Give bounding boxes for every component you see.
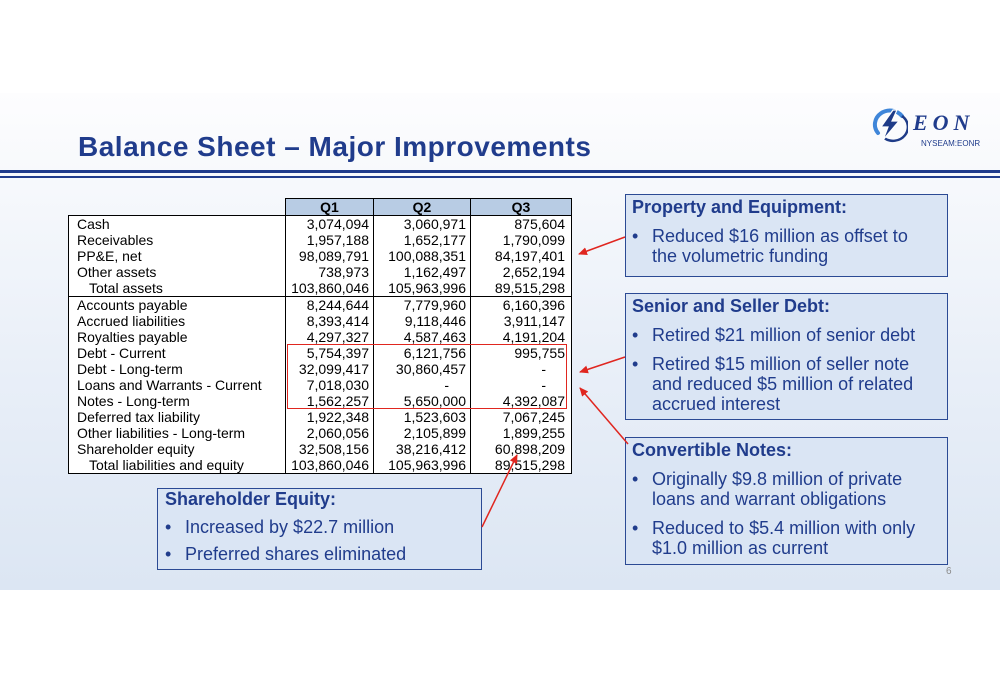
q3-value: - <box>471 361 572 377</box>
q2-value: 5,650,000 <box>374 393 471 409</box>
row-label: Receivables <box>69 232 286 248</box>
q1-value: 1,957,188 <box>286 232 374 248</box>
page-title: Balance Sheet – Major Improvements <box>78 131 592 162</box>
bullet-icon <box>626 518 652 538</box>
row-label: Accounts payable <box>69 297 286 314</box>
balance-sheet-table <box>68 198 572 474</box>
debt-highlight-box <box>287 344 567 409</box>
q3-value: 875,604 <box>471 216 572 233</box>
row-label: Loans and Warrants - Current <box>69 377 286 393</box>
bullet-item <box>626 518 947 558</box>
q2-value: 30,860,457 <box>374 361 471 377</box>
row-cash <box>69 216 572 233</box>
header-q1: Q1 <box>286 199 374 216</box>
q1-value: 5,754,397 <box>286 345 374 361</box>
q1-value: 103,860,046 <box>286 280 374 297</box>
q3-value: 995,755 <box>471 345 572 361</box>
header-blank-cell <box>69 199 286 216</box>
q3-value: 6,160,396 <box>471 297 572 314</box>
callout-shareholder-equity <box>157 488 482 570</box>
row-label: Total assets <box>69 280 286 297</box>
row-label: Notes - Long-term <box>69 393 286 409</box>
q2-value: 105,963,996 <box>374 280 471 297</box>
bullet-text: Reduced $16 million as offset to the volumetric funding <box>652 226 908 266</box>
q2-value: 1,652,177 <box>374 232 471 248</box>
q3-value: 84,197,401 <box>471 248 572 264</box>
q3-value: 4,392,087 <box>471 393 572 409</box>
q2-value: 1,523,603 <box>374 409 471 425</box>
bullet-item <box>158 517 481 537</box>
row-label: Cash <box>69 216 286 233</box>
row-label: Shareholder equity <box>69 441 286 457</box>
q3-value: 89,515,298 <box>471 280 572 297</box>
q2-value: 38,216,412 <box>374 441 471 457</box>
logo-ticker-text: NYSEAM:EONR <box>921 139 981 148</box>
bullet-icon <box>626 325 652 345</box>
bullet-item <box>626 325 947 345</box>
row-accounts-payable <box>69 297 572 314</box>
q1-value: 1,562,257 <box>286 393 374 409</box>
q1-value: 8,393,414 <box>286 313 374 329</box>
q1-value: 98,089,791 <box>286 248 374 264</box>
bullet-text: Increased by $22.7 million <box>185 517 395 537</box>
q2-value: 2,105,899 <box>374 425 471 441</box>
row-label: Debt - Long-term <box>69 361 286 377</box>
q3-value: 1,899,255 <box>471 425 572 441</box>
eon-logo-icon <box>872 107 908 143</box>
q3-value: 1,790,099 <box>471 232 572 248</box>
bullet-item <box>158 544 481 564</box>
bullet-list <box>158 517 481 564</box>
q3-value: 89,515,298 <box>471 457 572 474</box>
bullet-icon <box>158 544 185 564</box>
row-total-liabilities-equity <box>69 457 572 474</box>
title-underline-thin <box>0 176 1000 178</box>
callout-title: Convertible Notes: <box>632 440 793 460</box>
q3-value: - <box>471 377 572 393</box>
callout-property-equipment <box>625 194 948 277</box>
q1-value: 3,074,094 <box>286 216 374 233</box>
row-label: Accrued liabilities <box>69 313 286 329</box>
bullet-list <box>626 226 947 266</box>
row-label: Other liabilities - Long-term <box>69 425 286 441</box>
row-label: PP&E, net <box>69 248 286 264</box>
row-royalties-payable <box>69 329 572 345</box>
q2-value: 3,060,971 <box>374 216 471 233</box>
q1-value: 738,973 <box>286 264 374 280</box>
header-q3: Q3 <box>471 199 572 216</box>
bullet-text: Preferred shares eliminated <box>185 544 407 564</box>
row-label: Total liabilities and equity <box>69 457 286 474</box>
q1-value: 2,060,056 <box>286 425 374 441</box>
row-other-liabilities-long-term <box>69 425 572 441</box>
bullet-icon <box>626 469 652 489</box>
bullet-icon <box>626 226 652 246</box>
q2-value: 6,121,756 <box>374 345 471 361</box>
q2-value: 100,088,351 <box>374 248 471 264</box>
q2-value: - <box>374 377 471 393</box>
row-label: Deferred tax liability <box>69 409 286 425</box>
page-number: 6 <box>946 566 952 577</box>
bullet-item <box>626 469 947 509</box>
q3-value: 3,911,147 <box>471 313 572 329</box>
q1-value: 4,297,327 <box>286 329 374 345</box>
q2-value: 4,587,463 <box>374 329 471 345</box>
q1-value: 32,099,417 <box>286 361 374 377</box>
bullet-item <box>626 226 947 266</box>
bullet-item <box>626 354 947 414</box>
callout-convertible-notes <box>625 437 948 565</box>
bullet-list <box>626 325 947 414</box>
q2-value: 105,963,996 <box>374 457 471 474</box>
q1-value: 32,508,156 <box>286 441 374 457</box>
q3-value: 2,652,194 <box>471 264 572 280</box>
callout-senior-seller-debt <box>625 293 948 420</box>
q1-value: 7,018,030 <box>286 377 374 393</box>
callout-title: Senior and Seller Debt: <box>632 296 831 316</box>
bullet-icon <box>626 354 652 374</box>
row-other-assets <box>69 264 572 280</box>
q2-value: 7,779,960 <box>374 297 471 314</box>
q1-value: 1,922,348 <box>286 409 374 425</box>
row-total-assets <box>69 280 572 297</box>
bullet-icon <box>158 517 185 537</box>
q3-value: 7,067,245 <box>471 409 572 425</box>
bullet-text: Retired $15 million of seller note and reduced $5 million of related accrued interest <box>652 354 914 414</box>
callout-title: Shareholder Equity: <box>165 489 337 509</box>
row-label: Debt - Current <box>69 345 286 361</box>
q2-value: 9,118,446 <box>374 313 471 329</box>
row-label: Other assets <box>69 264 286 280</box>
row-receivables <box>69 232 572 248</box>
row-ppe-net <box>69 248 572 264</box>
bullet-text: Originally $9.8 million of private loans and warrant obligations <box>652 469 903 509</box>
bullet-text: Retired $21 million of senior debt <box>652 325 916 345</box>
q1-value: 8,244,644 <box>286 297 374 314</box>
row-accrued-liabilities <box>69 313 572 329</box>
bullet-list <box>626 469 947 558</box>
row-deferred-tax-liability <box>69 409 572 425</box>
q3-value: 4,191,204 <box>471 329 572 345</box>
row-label: Royalties payable <box>69 329 286 345</box>
q1-value: 103,860,046 <box>286 457 374 474</box>
bullet-text: Reduced to $5.4 million with only $1.0 million as current <box>652 518 916 558</box>
table-header-row <box>69 199 572 216</box>
row-shareholder-equity <box>69 441 572 457</box>
q3-value: 60,898,209 <box>471 441 572 457</box>
title-underline-thick <box>0 170 1000 173</box>
q2-value: 1,162,497 <box>374 264 471 280</box>
callout-title: Property and Equipment: <box>632 197 848 217</box>
logo-brand-text: EON <box>913 110 975 135</box>
header-q2: Q2 <box>374 199 471 216</box>
